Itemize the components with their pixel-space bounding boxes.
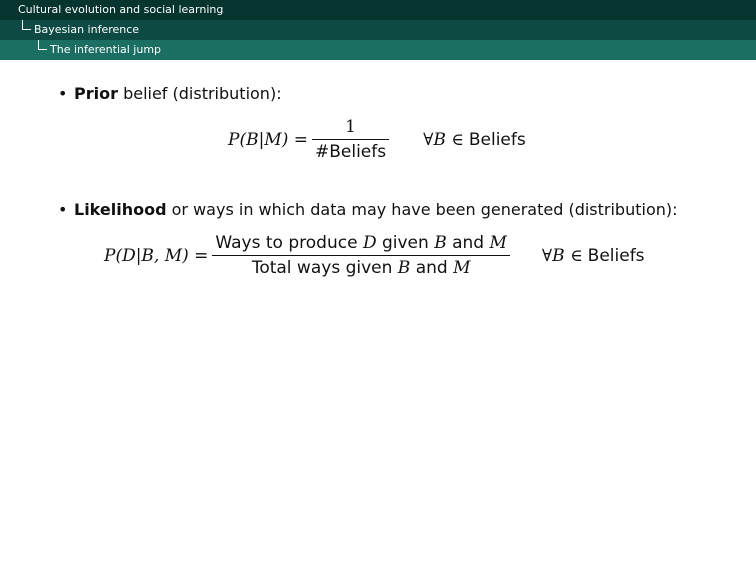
likelihood-forall: ∀B ∈	[541, 245, 583, 266]
slide-content	[0, 60, 756, 567]
likelihood-set: Beliefs	[587, 245, 645, 266]
likelihood-numerator: Ways to produce D given B and M	[215, 233, 507, 253]
bullet-dot-icon: •	[58, 200, 68, 219]
bullet-likelihood	[58, 200, 678, 220]
tree-elbow-icon	[22, 20, 31, 30]
prior-numerator: 1	[345, 117, 356, 137]
likelihood-fraction	[212, 233, 510, 278]
likelihood-formula	[104, 233, 645, 278]
prior-forall: ∀B ∈	[423, 129, 464, 150]
likelihood-lhs: P(D|B, M) =	[104, 245, 209, 266]
prior-formula	[228, 117, 526, 162]
header-subsection-title: Bayesian inference	[34, 23, 140, 36]
prior-lhs: P(B|M) =	[228, 129, 308, 150]
prior-fraction	[312, 117, 389, 162]
header-subsection-bar	[0, 20, 756, 40]
term-likelihood: Likelihood	[74, 200, 167, 219]
bullet-dot-icon: •	[58, 84, 68, 103]
likelihood-denominator: Total ways given B and M	[212, 255, 510, 278]
bullet-prior-text: belief (distribution):	[117, 84, 282, 103]
bullet-likelihood-text: or ways in which data may have been generated (distribution):	[166, 200, 678, 219]
prior-set: Beliefs	[468, 129, 526, 150]
header-frame-title: The inferential jump	[50, 43, 162, 56]
tree-elbow-icon	[38, 40, 47, 50]
header-section-bar	[0, 0, 756, 20]
term-prior: Prior	[74, 84, 118, 103]
header-section-title: Cultural evolution and social learning	[18, 3, 224, 16]
prior-denominator: #Beliefs	[312, 139, 389, 162]
header-frame-bar	[0, 40, 756, 60]
bullet-prior	[58, 84, 282, 104]
